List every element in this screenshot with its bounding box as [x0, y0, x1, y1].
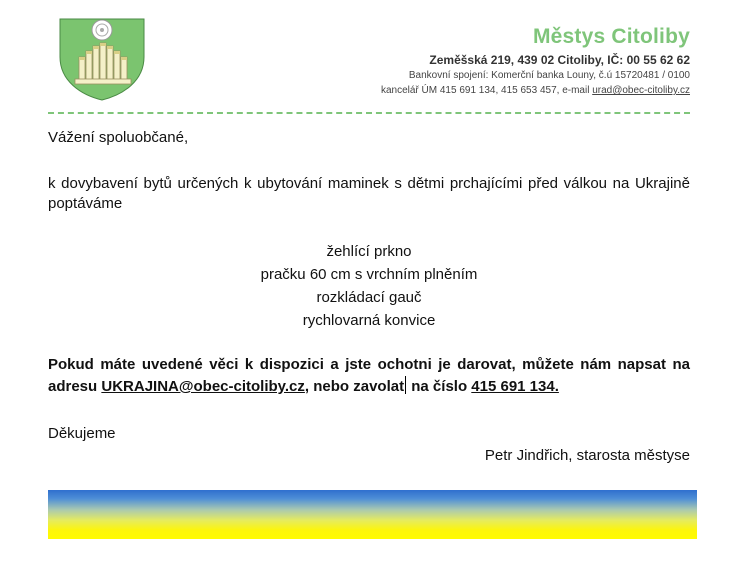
- thanks: Děkujeme: [48, 425, 116, 442]
- intro-paragraph: k dovybavení bytů určených k ubytování maminek s dětmi prchajícími před válkou na Ukrajině poptáváme: [48, 175, 690, 212]
- ukrainian-flag-band: [48, 490, 697, 539]
- bank-line: Bankovní spojení: Komerční banka Louny, č.ú 15720481 / 0100: [408, 70, 690, 81]
- contact-prefix: kancelář ÚM 415 691 134, 415 653 457, e-mail: [380, 85, 593, 96]
- ukrajina-email-link[interactable]: UKRAJINA@obec-citoliby.cz: [101, 378, 305, 395]
- office-email-link[interactable]: urad@obec-citoliby.cz: [592, 85, 690, 96]
- citoliby-coat-of-arms-icon: [57, 17, 147, 101]
- appeal-paragraph: [48, 354, 690, 398]
- greeting: Vážení spoluobčané,: [48, 129, 189, 146]
- appeal-text: Pokud máte uvedené věci k dispozici a jste ochotni je darovat, můžete nám napsat na adresu: [48, 356, 690, 395]
- list-item: pračku 60 cm s vrchním plněním: [260, 266, 478, 283]
- contact-line: [381, 83, 690, 98]
- appeal-text-call: , nebo zavolat: [304, 378, 405, 395]
- municipality-name: Městys Citoliby: [532, 25, 690, 48]
- letterhead: [381, 24, 690, 98]
- list-item: rozkládací gauč: [316, 289, 422, 306]
- address-line: Zeměšská 219, 439 02 Citoliby, IČ: 00 55 62 62: [429, 53, 690, 67]
- header-divider: [48, 112, 690, 114]
- appeal-text-number: na číslo: [407, 378, 472, 395]
- text-cursor: [405, 376, 406, 394]
- list-item: žehlící prkno: [326, 243, 412, 260]
- list-item: rychlovarná konvice: [302, 312, 436, 329]
- item-list: [48, 242, 690, 331]
- phone-number: 415 691 134.: [471, 378, 559, 395]
- signature: Petr Jindřich, starosta městyse: [484, 447, 690, 464]
